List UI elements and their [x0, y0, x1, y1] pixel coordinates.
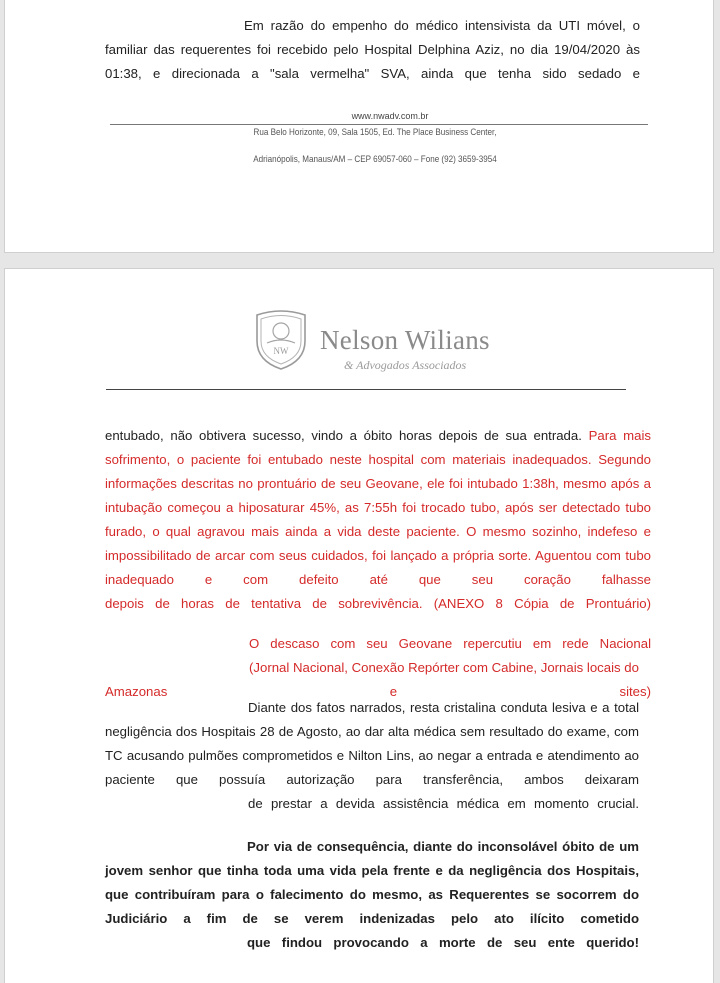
paragraph-intubation-red: Para mais sofrimento, o paciente foi entubado neste hospital com materiais inadequados. Segundo informações descritas no prontuário de seu Geovane, ele foi intubado 1:38h, mesmo após a intubação começou a hiposaturar 45%, as 7:55h foi trocado tubo, após ser detectado tubo furado, o qual agravou mais ainda a vida deste paciente. O mesmo sozinho, indefeso e impossibilitado de arcar com seus cuidados, foi lançado a própria sorte. Aguentou com tubo inadequado e com defeito até que seu coração falhasse [105, 428, 651, 587]
paragraph-negligence-last: de prestar a devida assistência médica em momento crucial. [248, 796, 639, 811]
paragraph-conclusion-last: que findou provocando a morte de seu ente querido! [247, 935, 639, 950]
firm-seal-logo [251, 307, 311, 371]
paragraph-media-text: O descaso com seu Geovane repercutiu em rede Nacional [249, 636, 651, 651]
paragraph-negligence-text: Diante dos fatos narrados, resta cristalina conduta lesiva e a total negligência dos Hospitais 28 de Agosto, ao dar alta médica sem resultado do exame, com TC acusando pulmões comprometidos e Nilton Lins, ao negar a entrada e atendimento ao paciente que possuía autorização para transferência, ambos deixaram [105, 700, 639, 787]
paragraph-intubation [105, 424, 651, 616]
firm-subtitle: & Advogados Associados [344, 358, 467, 372]
paragraph-text: Em razão do empenho do médico intensivista da UTI móvel, o familiar das requerentes foi recebido pelo Hospital Delphina Aziz, no dia 19/04/2020 às 01:38, e direcionada a "sala vermelha" SVA, ainda que tenha sido sedado e [105, 18, 640, 81]
letterhead-divider [106, 389, 626, 390]
paragraph-negligence [105, 696, 639, 816]
paragraph-conclusion [105, 835, 639, 955]
paragraph-national-media [105, 632, 651, 704]
paragraph-intubation-red-last: depois de horas de tentativa de sobrevivência. (ANEXO 8 Cópia de Prontuário) [105, 596, 651, 611]
document-page-1 [4, 0, 714, 253]
footer-divider [110, 124, 648, 125]
paragraph-conclusion-text: Por via de consequência, diante do inconsolável óbito de um jovem senhor que tinha toda uma vida pela frente e da negligência dos Hospitais, que contribuíram para o falecimento do mesmo, as Requerentes se socorrem do Judiciário a fim de se verem indenizadas pelo ato ilícito cometido [105, 839, 639, 926]
footer-url: www.nwadv.com.br [351, 111, 429, 121]
document-page-2 [4, 268, 714, 983]
footer-address-line2: Adrianópolis, Manaus/AM – CEP 69057-060 – Fone (92) 3659-3954 [253, 154, 497, 164]
footer-address-line1: Rua Belo Horizonte, 09, Sala 1505, Ed. The Place Business Center, [253, 127, 497, 137]
svg-text:NW: NW [273, 346, 289, 356]
firm-name: Nelson Wilians [320, 325, 490, 355]
paragraph-intubation-black: entubado, não obtivera sucesso, vindo a óbito horas depois de sua entrada. [105, 428, 582, 443]
paragraph-hospital-admission [105, 14, 640, 86]
paragraph-media-last: (Jornal Nacional, Conexão Repórter com Cabine, Jornais locais do Amazonas e sites) [105, 660, 651, 699]
